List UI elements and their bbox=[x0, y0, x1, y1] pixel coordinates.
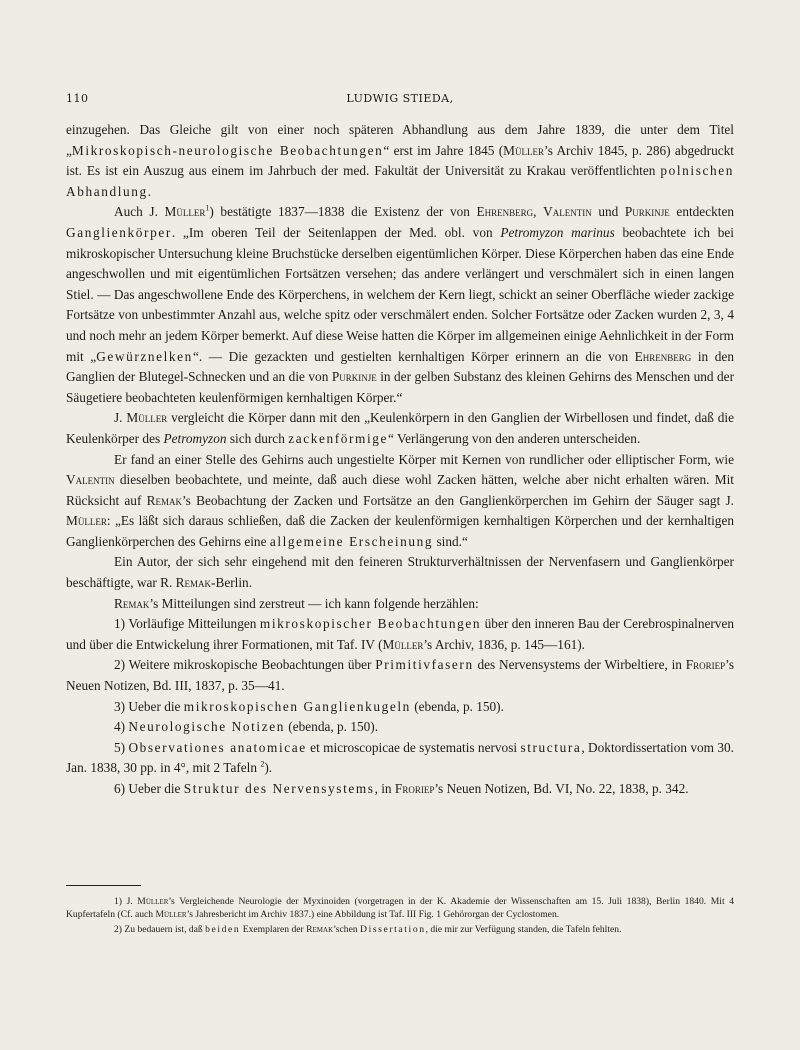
spaced-text: Struktur des Nervensystems bbox=[183, 781, 375, 796]
text: einzugehen. Das Gleiche gilt von einer noch späteren Abhandlung aus dem Jahre 1839, die unter dem Titel „ bbox=[66, 122, 734, 158]
text: 4) bbox=[114, 719, 129, 735]
text: sich durch bbox=[226, 430, 289, 446]
text: ’s Neuen Notizen, Bd. VI, No. 22, 1838, p. 342. bbox=[434, 781, 689, 796]
text: entdeckten bbox=[669, 204, 735, 220]
spaced-text: beiden bbox=[205, 923, 241, 935]
list-item-2 bbox=[66, 655, 734, 696]
text: , die mir zur Verfügung standen, die Tafeln fehlten. bbox=[425, 923, 622, 935]
author-name: Valentin bbox=[66, 472, 115, 488]
text: ’s Mitteilungen sind zerstreut — ich kann folgende herzählen: bbox=[149, 595, 479, 611]
text: ’s Neuen Notizen, Bd. III, 1837, p. 35—41. bbox=[66, 657, 734, 694]
spaced-text: Ganglienkörper bbox=[66, 224, 172, 240]
text: vergleicht die Körper dann mit den „Keulenkörpern in den Ganglien der Wirbellosen und findet, daß die Keulenkörper des bbox=[66, 410, 735, 446]
text: (ebenda, p. 150). bbox=[410, 698, 504, 714]
text: “. — Die gezackten und gestielten kernhaltigen Körper erinnern an die von bbox=[192, 348, 635, 364]
spaced-text: Observationes anatomicae bbox=[128, 739, 307, 755]
text: über den inneren Bau der Cerebrospinalnerven und über die Entwickelung ihrer Formationen, mit Taf. IV ( bbox=[66, 616, 734, 652]
footnote-ref: 1 bbox=[205, 203, 210, 213]
text: 6) Ueber die bbox=[114, 781, 184, 796]
text: sind.“ bbox=[433, 533, 468, 549]
paragraph-2 bbox=[66, 202, 734, 408]
text: ’schen bbox=[333, 923, 361, 935]
author-name: Müller bbox=[66, 513, 107, 529]
text: et microscopicae de systematis nervosi bbox=[306, 739, 521, 755]
text: in der gelben Substanz des kleinen Gehirns des Menschen und der Säugetiere beobachteten keulenförmigen kernhaltigen Körper.“ bbox=[66, 369, 735, 405]
text: und bbox=[591, 204, 625, 220]
author-name: Purkinje bbox=[624, 204, 670, 220]
text: des Nervensystems der Wirbeltiere, in bbox=[473, 657, 686, 673]
spaced-text: zackenförmige bbox=[288, 430, 388, 446]
text: 2) Weitere mikroskopische Beobachtungen über bbox=[114, 657, 376, 673]
text: 3) Ueber die bbox=[114, 698, 184, 714]
author-name: Müller bbox=[503, 142, 544, 158]
author-name: Valentin bbox=[543, 204, 592, 220]
text: Auch J. bbox=[114, 204, 165, 220]
text: . „Im oberen Teil der Seitenlappen der Med. obl. von bbox=[171, 224, 501, 240]
author-name: Froriep bbox=[394, 781, 435, 796]
text: dieselben beobachtete, und meinte, daß auch diese wohl Zacken hätten, welche aber nicht erhalten wären. Mit Rücksicht auf bbox=[66, 472, 734, 508]
text: in den Ganglien der Blutegel-Schnecken und an die von bbox=[66, 348, 734, 385]
text: “ Verlängerung von den anderen unterscheiden. bbox=[387, 430, 641, 446]
spaced-text: mikroskopischer Beobachtungen bbox=[259, 616, 482, 632]
text: (ebenda, p. 150). bbox=[284, 719, 379, 735]
author-name: Müller bbox=[126, 410, 168, 426]
species-name: Petromyzon marinus bbox=[500, 224, 615, 240]
text: : „Es läßt sich daraus schließen, daß die Zacken der keulenförmigen kernhaltigen Körperchen und der kernhaltigen Ganglienkörperchen des Gehirns eine bbox=[66, 513, 734, 549]
paragraph-4 bbox=[66, 450, 734, 553]
author-name: Müller bbox=[164, 204, 206, 220]
page-header bbox=[66, 92, 734, 112]
species-name: Petromyzon bbox=[163, 430, 227, 446]
running-title: LUDWIG STIEDA, bbox=[346, 92, 454, 105]
spaced-text: Primitivfasern bbox=[375, 657, 474, 673]
paragraph-6 bbox=[66, 594, 734, 615]
text: ’s Archiv 1845, p. 286) abgedruckt ist. Es ist ein Auszug aus einem im Jahrbuch der med. Fakultät der Universität zu Krakau veröffentlichten bbox=[66, 142, 734, 179]
author-name: Remak bbox=[306, 923, 334, 935]
text: -Berlin. bbox=[211, 575, 253, 591]
footnote-1 bbox=[66, 895, 734, 922]
text: 1) Vorläufige Mitteilungen bbox=[114, 616, 260, 632]
list-item-5 bbox=[66, 738, 734, 779]
text: ). bbox=[264, 760, 273, 776]
author-name: Remak bbox=[146, 492, 182, 508]
author-name: Froriep bbox=[685, 657, 726, 673]
text: 1) J. bbox=[114, 896, 138, 907]
text: ’s Beobachtung der Zacken und Fortsätze an den Ganglienkörperchen im Gehirn der Säuger sagt J. bbox=[181, 492, 734, 508]
text: J. bbox=[114, 410, 127, 426]
text: beobachtete ich bei mikroskopischer Untersuchung kleine Bruchstücke derselben eigentümlichen Körper. Diese Körperchen haben das eine Ende angeschwollen und mit eigentümlichen Fortsätzen versehen; das andere verlängert und verschmälert sich in einen langen Stiel. — Das angeschwollene Ende des Körperchens, in welchem der Kern liegt, schickt an seiner Oberfläche wieder zackige Fortsätze von unbestimmter Anzahl aus, welche spitz oder verschmälert enden. Solcher Fortsätze oder Zacken wurden 2, 3, 4 und noch mehr an jedem Körper bemerkt. Auf diese Weise hatten die Körper im allgemeinen einige Aehnlichkeit in der Form mit „ bbox=[66, 224, 734, 364]
spaced-text: Gewürznelken bbox=[96, 348, 193, 364]
list-item-1 bbox=[66, 614, 734, 655]
text: 2) Zu bedauern ist, daß bbox=[114, 923, 206, 935]
text: ’s Vergleichende Neurologie der Myxinoiden (vorgetragen in der K. Akademie der Wissenschaften am 15. Juli 1838), Berlin 1840. Mit 4 Kupfertafeln (Cf. auch bbox=[66, 896, 734, 921]
text: , in bbox=[374, 781, 395, 796]
text: ’s Jahresbericht im Archiv 1837.) eine Abbildung ist Taf. III Fig. 1 Gehörorgan der Cyclostomen. bbox=[186, 909, 560, 921]
footnotes bbox=[66, 895, 734, 937]
author-name: Müller bbox=[382, 636, 424, 652]
text: . bbox=[147, 183, 152, 199]
footnote-2 bbox=[66, 923, 734, 936]
spaced-text: Mikroskopisch-neurologische Beobachtungen bbox=[71, 142, 384, 158]
text: 5) bbox=[114, 739, 129, 755]
author-name: Purkinje bbox=[331, 369, 377, 385]
author-name: Remak bbox=[175, 575, 212, 591]
list-item-6 bbox=[66, 779, 734, 800]
spaced-text: polnischen Abhandlung bbox=[66, 163, 734, 199]
spaced-text: Neurologische Notizen bbox=[128, 719, 285, 735]
footnote-ref: 2 bbox=[260, 759, 265, 769]
text: “ erst im Jahre 1845 ( bbox=[383, 142, 504, 158]
list-item-3 bbox=[66, 697, 734, 718]
spaced-text: allgemeine Erscheinung bbox=[269, 533, 434, 549]
text: Er fand an einer Stelle des Gehirns auch ungestielte Körper mit Kernen von rundlicher oder elliptischer Form, wie bbox=[114, 451, 734, 467]
text: , Doktordissertation vom 30. Jan. 1838, 30 pp. in 4°, mit 2 Tafeln bbox=[66, 739, 734, 776]
author-name: Müller bbox=[155, 909, 187, 921]
text: ) bestätigte 1837—1838 die Existenz der von bbox=[209, 204, 477, 220]
footnote-rule bbox=[66, 885, 141, 886]
author-name: Ehrenberg bbox=[634, 348, 692, 364]
text: , bbox=[533, 204, 544, 220]
text: Exemplaren der bbox=[240, 923, 307, 935]
list-item-4 bbox=[66, 717, 734, 738]
text: ’s Archiv, 1836, p. 145—161). bbox=[423, 636, 586, 652]
author-name: Ehrenberg bbox=[476, 204, 534, 220]
spaced-text: Dissertation bbox=[360, 923, 426, 935]
author-name: Müller bbox=[137, 896, 169, 907]
spaced-text: mikroskopischen Ganglienkugeln bbox=[183, 698, 411, 714]
main-text bbox=[66, 120, 734, 800]
paragraph-5 bbox=[66, 552, 734, 593]
paragraph-1 bbox=[66, 120, 734, 202]
text: Ein Autor, der sich sehr eingehend mit den feineren Strukturverhältnissen der Nervenfasern und Ganglienkörper beschäftigte, war R. bbox=[66, 554, 734, 591]
page-number: 110 bbox=[66, 92, 89, 105]
spaced-text: structura bbox=[520, 739, 582, 755]
paragraph-3 bbox=[66, 408, 734, 449]
author-name: Remak bbox=[114, 595, 150, 611]
